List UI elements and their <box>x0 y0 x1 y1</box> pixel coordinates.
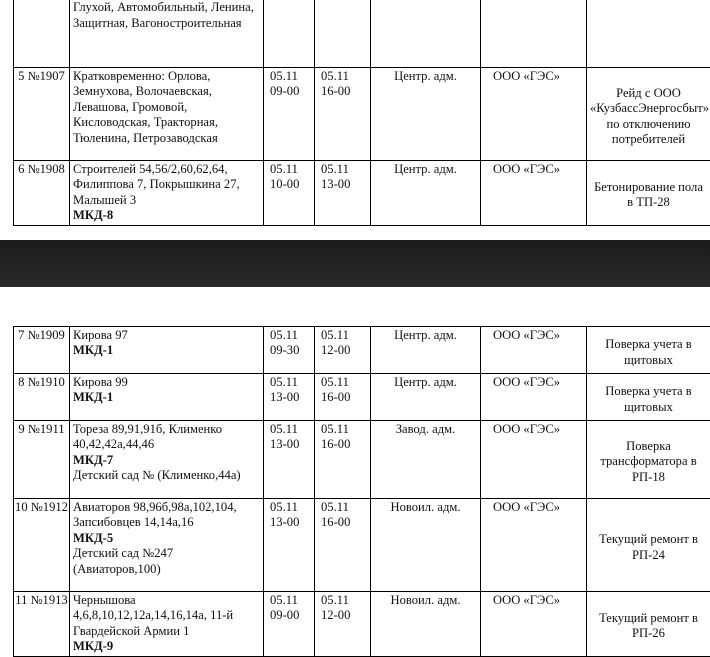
end-time: 05.11 16-00 <box>315 68 371 161</box>
end-time <box>315 0 371 68</box>
start-time: 05.11 09-00 <box>264 592 315 657</box>
table-row <box>14 161 710 226</box>
address-text: Авиаторов 98,96б,98а,102,104, Запсибовцев 14,14а,16 <box>73 500 237 530</box>
end-time: 05.11 16-00 <box>315 499 371 592</box>
outage-table-bottom <box>13 326 710 657</box>
outage-table-top <box>13 0 710 226</box>
mkd-label: МКД-9 <box>73 639 114 654</box>
row-number: 10 №1912 <box>14 499 70 592</box>
address-text: Тореза 89,91,91б, Клименко 40,42,42а,44,46 <box>73 422 223 452</box>
row-number <box>14 0 70 68</box>
reason: Поверка учета в щитовых <box>587 374 710 421</box>
organization: ООО «ГЭС» <box>481 374 587 421</box>
row-number: 7 №1909 <box>14 327 70 374</box>
table-row <box>14 68 710 161</box>
reason: Поверка учета в щитовых <box>587 327 710 374</box>
organization: ООО «ГЭС» <box>481 499 587 592</box>
address-text: Кирова 97 <box>73 328 128 342</box>
reason <box>587 0 710 68</box>
district: Центр. адм. <box>371 327 481 374</box>
address-cell <box>70 161 264 226</box>
row-number: 8 №1910 <box>14 374 70 421</box>
end-time: 05.11 13-00 <box>315 161 371 226</box>
address-cell <box>70 592 264 657</box>
mkd-label: МКД-1 <box>73 343 114 358</box>
end-time: 05.11 16-00 <box>315 374 371 421</box>
address-cell <box>70 499 264 592</box>
row-number: 11 №1913 <box>14 592 70 657</box>
end-time: 05.11 12-00 <box>315 327 371 374</box>
district: Новоил. адм. <box>371 592 481 657</box>
reason: Поверка трансформатора в РП-18 <box>587 421 710 499</box>
end-time: 05.11 12-00 <box>315 592 371 657</box>
start-time: 05.11 13-00 <box>264 421 315 499</box>
address-text: Кирова 99 <box>73 375 128 389</box>
district <box>371 0 481 68</box>
document-page-top <box>0 0 710 240</box>
district: Завод. адм. <box>371 421 481 499</box>
address-cell <box>70 68 264 161</box>
address-cell <box>70 374 264 421</box>
address-cell <box>70 421 264 499</box>
address-cell <box>70 327 264 374</box>
row-number: 5 №1907 <box>14 68 70 161</box>
mkd-label: МКД-7 <box>73 452 114 467</box>
reason: Текущий ремонт в РП-26 <box>587 592 710 657</box>
address-cell <box>70 0 264 68</box>
table-row <box>14 421 710 499</box>
table-row <box>14 374 710 421</box>
table-row <box>14 327 710 374</box>
start-time: 05.11 13-00 <box>264 499 315 592</box>
start-time: 05.11 10-00 <box>264 161 315 226</box>
district: Новоил. адм. <box>371 499 481 592</box>
document-page-bottom <box>0 287 710 657</box>
row-number: 9 №1911 <box>14 421 70 499</box>
page-gap <box>0 240 710 287</box>
mkd-label: МКД-8 <box>73 208 114 223</box>
organization: ООО «ГЭС» <box>481 327 587 374</box>
organization: ООО «ГЭС» <box>481 161 587 226</box>
table-row <box>14 499 710 592</box>
reason: Текущий ремонт в РП-24 <box>587 499 710 592</box>
mkd-label: МКД-1 <box>73 390 114 405</box>
start-time: 05.11 09-30 <box>264 327 315 374</box>
address-text: Строителей 54,56/2,60,62,64, Филиппова 7, Покрышкина 27, Малышей 3 <box>73 162 240 207</box>
start-time <box>264 0 315 68</box>
kindergarten-note: Детский сад № (Клименко,44а) <box>73 468 241 483</box>
district: Центр. адм. <box>371 374 481 421</box>
kindergarten-note: Детский сад №247 (Авиаторов,100) <box>73 546 174 576</box>
organization <box>481 0 587 68</box>
organization: ООО «ГЭС» <box>481 68 587 161</box>
end-time: 05.11 16-00 <box>315 421 371 499</box>
address-text: Кратковременно: Орлова, Земнухова, Волочаевская, Левашова, Громовой, Кисловодская, Тракторная, Тюленина, Петрозаводская <box>73 69 218 145</box>
organization: ООО «ГЭС» <box>481 592 587 657</box>
reason: Бетонирование пола в ТП-28 <box>587 161 710 226</box>
start-time: 05.11 09-00 <box>264 68 315 161</box>
reason: Рейд с ООО «КузбассЭнергосбыт» по отключению потребителей <box>587 68 710 161</box>
table-row <box>14 592 710 657</box>
address-text: Чернышова 4,6,8,10,12,12а,14,16,14а, 11-й Гвардейской Армии 1 <box>73 593 234 638</box>
mkd-label: МКД-5 <box>73 530 114 545</box>
address-text: Глухой, Автомобильный, Ленина, Защитная, Вагоностроительная <box>73 0 254 30</box>
organization: ООО «ГЭС» <box>481 421 587 499</box>
row-number: 6 №1908 <box>14 161 70 226</box>
table-row <box>14 0 710 68</box>
district: Центр. адм. <box>371 68 481 161</box>
district: Центр. адм. <box>371 161 481 226</box>
start-time: 05.11 13-00 <box>264 374 315 421</box>
